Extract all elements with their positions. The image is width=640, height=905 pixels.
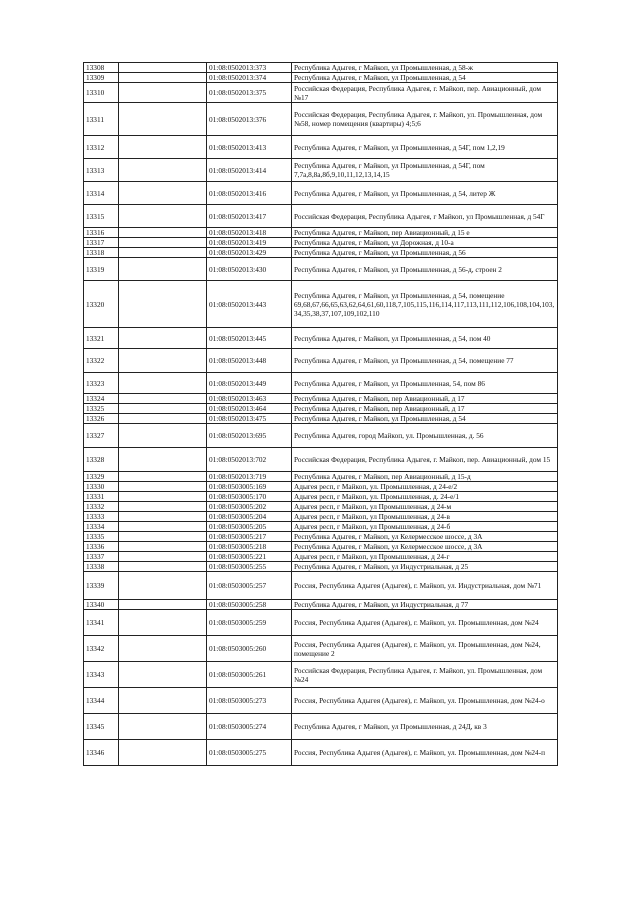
cadastral-number: 01:08:0502013:429	[207, 248, 292, 258]
blank-cell	[119, 136, 207, 159]
table-row	[84, 662, 558, 688]
blank-cell	[119, 542, 207, 552]
row-number: 13332	[84, 502, 119, 512]
cadastral-number: 01:08:0502013:475	[207, 414, 292, 424]
blank-cell	[119, 522, 207, 532]
blank-cell	[119, 328, 207, 349]
blank-cell	[119, 349, 207, 373]
table-row	[84, 182, 558, 205]
address: Российская Федерация, Республика Адыгея, г. Майкоп, пер. Авиационный, дом 15	[292, 448, 558, 472]
table-row	[84, 636, 558, 662]
address: Республика Адыгея, г Майкоп, ул Промышленная, д 54, помещение 77	[292, 349, 558, 373]
row-number: 13340	[84, 600, 119, 610]
blank-cell	[119, 552, 207, 562]
address: Адыгея респ, г Майкоп, ул. Промышленная, д. 24-е/1	[292, 492, 558, 502]
cadastral-number: 01:08:0502013:448	[207, 349, 292, 373]
row-number: 13319	[84, 258, 119, 281]
row-number: 13323	[84, 373, 119, 394]
row-number: 13342	[84, 636, 119, 662]
row-number: 13336	[84, 542, 119, 552]
blank-cell	[119, 394, 207, 404]
table-row	[84, 600, 558, 610]
address: Республика Адыгея, г Майкоп, ул Промышленная, д 56-д, строен 2	[292, 258, 558, 281]
cadastral-number: 01:08:0502013:414	[207, 159, 292, 182]
table-row	[84, 248, 558, 258]
cadastral-number: 01:08:0502013:449	[207, 373, 292, 394]
table-row	[84, 688, 558, 714]
row-number: 13327	[84, 424, 119, 448]
blank-cell	[119, 572, 207, 600]
cadastral-number: 01:08:0503005:205	[207, 522, 292, 532]
cadastral-registry-table	[83, 62, 558, 766]
address: Республика Адыгея, г Майкоп, пер Авиационный, д 15 е	[292, 228, 558, 238]
address: Россия, Республика Адыгея (Адыгея), г. Майкоп, ул. Промышленная, дом №24-о	[292, 688, 558, 714]
cadastral-number: 01:08:0503005:217	[207, 532, 292, 542]
table-row	[84, 572, 558, 600]
blank-cell	[119, 404, 207, 414]
address: Республика Адыгея, г Майкоп, ул Дорожная, д 10-а	[292, 238, 558, 248]
table-body	[84, 63, 558, 766]
blank-cell	[119, 492, 207, 502]
address: Республика Адыгея, г Майкоп, ул Келермесское шоссе, д 3А	[292, 532, 558, 542]
address: Адыгея респ, г Майкоп, ул Промышленная, д 24-г	[292, 552, 558, 562]
blank-cell	[119, 228, 207, 238]
blank-cell	[119, 482, 207, 492]
address: Республика Адыгея, город Майкоп, ул. Промышленная, д. 56	[292, 424, 558, 448]
cadastral-number: 01:08:0502013:443	[207, 281, 292, 328]
blank-cell	[119, 182, 207, 205]
table-row	[84, 610, 558, 636]
row-number: 13311	[84, 103, 119, 136]
table-row	[84, 424, 558, 448]
cadastral-number: 01:08:0503005:259	[207, 610, 292, 636]
row-number: 13325	[84, 404, 119, 414]
row-number: 13345	[84, 714, 119, 740]
cadastral-number: 01:08:0503005:260	[207, 636, 292, 662]
cadastral-number: 01:08:0503005:169	[207, 482, 292, 492]
blank-cell	[119, 512, 207, 522]
table-row	[84, 103, 558, 136]
address: Россия, Республика Адыгея (Адыгея), г. Майкоп, ул. Промышленная, дом №24	[292, 610, 558, 636]
cadastral-number: 01:08:0502013:419	[207, 238, 292, 248]
row-number: 13315	[84, 205, 119, 228]
table-row	[84, 373, 558, 394]
address: Россия, Республика Адыгея (Адыгея), г. Майкоп, ул. Промышленная, дом №24-п	[292, 740, 558, 766]
table-row	[84, 328, 558, 349]
address: Адыгея респ, г Майкоп, ул Промышленная, д 24-в	[292, 512, 558, 522]
cadastral-number: 01:08:0503005:218	[207, 542, 292, 552]
blank-cell	[119, 636, 207, 662]
table-row	[84, 281, 558, 328]
table-row	[84, 512, 558, 522]
row-number: 13322	[84, 349, 119, 373]
row-number: 13335	[84, 532, 119, 542]
address: Адыгея респ, г Майкоп, ул Промышленная, д 24-б	[292, 522, 558, 532]
row-number: 13312	[84, 136, 119, 159]
address: Республика Адыгея, г Майкоп, ул Промышленная, д 54, пом 40	[292, 328, 558, 349]
table-row	[84, 542, 558, 552]
row-number: 13324	[84, 394, 119, 404]
table-row	[84, 522, 558, 532]
table-row	[84, 63, 558, 73]
blank-cell	[119, 238, 207, 248]
row-number: 13313	[84, 159, 119, 182]
cadastral-number: 01:08:0503005:275	[207, 740, 292, 766]
cadastral-number: 01:08:0503005:258	[207, 600, 292, 610]
address: Республика Адыгея, г Майкоп, ул Промышленная, д 54Г, пом 1,2,19	[292, 136, 558, 159]
row-number: 13337	[84, 552, 119, 562]
address: Республика Адыгея, г Майкоп, ул Промышленная, д 54	[292, 414, 558, 424]
blank-cell	[119, 63, 207, 73]
cadastral-number: 01:08:0502013:413	[207, 136, 292, 159]
address: Республика Адыгея, г Майкоп, ул Промышленная, д 54, помещение 69,68,67,66,65,63,62,64,61,60,118,7,105,115,116,114,117,113,111,112,106,108,104,103,34,35,38,37,107,109,102,110	[292, 281, 558, 328]
blank-cell	[119, 205, 207, 228]
blank-cell	[119, 159, 207, 182]
table-row	[84, 159, 558, 182]
blank-cell	[119, 600, 207, 610]
row-number: 13314	[84, 182, 119, 205]
table-row	[84, 83, 558, 103]
blank-cell	[119, 472, 207, 482]
cadastral-number: 01:08:0502013:445	[207, 328, 292, 349]
cadastral-number: 01:08:0502013:464	[207, 404, 292, 414]
address: Республика Адыгея, г Майкоп, ул Промышленная, д 56	[292, 248, 558, 258]
row-number: 13339	[84, 572, 119, 600]
table-row	[84, 714, 558, 740]
address: Республика Адыгея, г Майкоп, ул Промышленная, д 54	[292, 73, 558, 83]
row-number: 13346	[84, 740, 119, 766]
row-number: 13338	[84, 562, 119, 572]
cadastral-number: 01:08:0502013:417	[207, 205, 292, 228]
table-row	[84, 136, 558, 159]
blank-cell	[119, 414, 207, 424]
address: Россия, Республика Адыгея (Адыгея), г. Майкоп, ул. Промышленная, дом №24, помещение 2	[292, 636, 558, 662]
row-number: 13317	[84, 238, 119, 248]
table-row	[84, 73, 558, 83]
row-number: 13308	[84, 63, 119, 73]
blank-cell	[119, 424, 207, 448]
row-number: 13333	[84, 512, 119, 522]
row-number: 13326	[84, 414, 119, 424]
cadastral-number: 01:08:0502013:416	[207, 182, 292, 205]
table-row	[84, 552, 558, 562]
address: Республика Адыгея, г Майкоп, ул Промышленная, д 54, литер Ж	[292, 182, 558, 205]
cadastral-number: 01:08:0503005:257	[207, 572, 292, 600]
table-row	[84, 394, 558, 404]
cadastral-number: 01:08:0503005:170	[207, 492, 292, 502]
address: Республика Адыгея, г Майкоп, пер Авиационный, д 15-д	[292, 472, 558, 482]
cadastral-number: 01:08:0502013:418	[207, 228, 292, 238]
cadastral-number: 01:08:0503005:202	[207, 502, 292, 512]
address: Республика Адыгея, г Майкоп, пер Авиационный, д 17	[292, 404, 558, 414]
address: Российская Федерация, Республика Адыгея, г. Майкоп, пер. Авиационный, дом №17	[292, 83, 558, 103]
address: Российская Федерация, Республика Адыгея, г. Майкоп, ул. Промышленная, дом №58, номер помещения (квартиры) 4;5;6	[292, 103, 558, 136]
address: Россия, Республика Адыгея (Адыгея), г. Майкоп, ул. Индустриальная, дом №71	[292, 572, 558, 600]
address: Республика Адыгея, г Майкоп, пер Авиационный, д 17	[292, 394, 558, 404]
table-row	[84, 238, 558, 248]
row-number: 13316	[84, 228, 119, 238]
row-number: 13330	[84, 482, 119, 492]
address: Республика Адыгея, г Майкоп, ул Индустриальная, д 77	[292, 600, 558, 610]
table-row	[84, 482, 558, 492]
row-number: 13344	[84, 688, 119, 714]
address: Российская Федерация, Республика Адыгея, г. Майкоп, ул. Промышленная, дом №24	[292, 662, 558, 688]
table-row	[84, 228, 558, 238]
cadastral-number: 01:08:0502013:430	[207, 258, 292, 281]
row-number: 13329	[84, 472, 119, 482]
row-number: 13328	[84, 448, 119, 472]
blank-cell	[119, 740, 207, 766]
cadastral-number: 01:08:0503005:273	[207, 688, 292, 714]
table-row	[84, 492, 558, 502]
blank-cell	[119, 73, 207, 83]
cadastral-number: 01:08:0502013:374	[207, 73, 292, 83]
address: Республика Адыгея, г Майкоп, ул Промышленная, д 54Г, пом 7,7а,8,8а,8б,9,10,11,12,13,14,15	[292, 159, 558, 182]
cadastral-number: 01:08:0503005:221	[207, 552, 292, 562]
address: Республика Адыгея, г Майкоп, ул Промышленная, д 24Д, кв 3	[292, 714, 558, 740]
table-row	[84, 532, 558, 542]
table-row	[84, 414, 558, 424]
address: Республика Адыгея, г Майкоп, ул Промышленная, д 58-ж	[292, 63, 558, 73]
row-number: 13321	[84, 328, 119, 349]
table-row	[84, 258, 558, 281]
address: Российская Федерация, Республика Адыгея, г Майкоп, ул Промышленная, д 54Г	[292, 205, 558, 228]
table-row	[84, 448, 558, 472]
cadastral-number: 01:08:0502013:719	[207, 472, 292, 482]
row-number: 13318	[84, 248, 119, 258]
table-row	[84, 562, 558, 572]
cadastral-number: 01:08:0502013:375	[207, 83, 292, 103]
blank-cell	[119, 532, 207, 542]
cadastral-number: 01:08:0502013:376	[207, 103, 292, 136]
table-row	[84, 502, 558, 512]
cadastral-number: 01:08:0502013:373	[207, 63, 292, 73]
blank-cell	[119, 662, 207, 688]
row-number: 13334	[84, 522, 119, 532]
blank-cell	[119, 83, 207, 103]
cadastral-number: 01:08:0502013:463	[207, 394, 292, 404]
blank-cell	[119, 714, 207, 740]
row-number: 13309	[84, 73, 119, 83]
blank-cell	[119, 248, 207, 258]
document-page	[83, 62, 557, 766]
cadastral-number: 01:08:0502013:702	[207, 448, 292, 472]
blank-cell	[119, 562, 207, 572]
cadastral-number: 01:08:0503005:274	[207, 714, 292, 740]
row-number: 13343	[84, 662, 119, 688]
row-number: 13341	[84, 610, 119, 636]
row-number: 13320	[84, 281, 119, 328]
blank-cell	[119, 610, 207, 636]
blank-cell	[119, 281, 207, 328]
table-row	[84, 740, 558, 766]
blank-cell	[119, 103, 207, 136]
table-row	[84, 349, 558, 373]
address: Адыгея респ, г Майкоп, ул. Промышленная, д 24-е/2	[292, 482, 558, 492]
blank-cell	[119, 258, 207, 281]
cadastral-number: 01:08:0502013:695	[207, 424, 292, 448]
address: Республика Адыгея, г Майкоп, ул Промышленная, 54, пом 86	[292, 373, 558, 394]
table-row	[84, 404, 558, 414]
blank-cell	[119, 502, 207, 512]
row-number: 13310	[84, 83, 119, 103]
address: Республика Адыгея, г Майкоп, ул Келермесское шоссе, д 3А	[292, 542, 558, 552]
row-number: 13331	[84, 492, 119, 502]
address: Адыгея респ, г Майкоп, ул Промышленная, д 24-м	[292, 502, 558, 512]
table-row	[84, 472, 558, 482]
blank-cell	[119, 688, 207, 714]
cadastral-number: 01:08:0503005:255	[207, 562, 292, 572]
cadastral-number: 01:08:0503005:204	[207, 512, 292, 522]
table-row	[84, 205, 558, 228]
cadastral-number: 01:08:0503005:261	[207, 662, 292, 688]
blank-cell	[119, 448, 207, 472]
address: Республика Адыгея, г Майкоп, ул Индустриальная, д 25	[292, 562, 558, 572]
blank-cell	[119, 373, 207, 394]
